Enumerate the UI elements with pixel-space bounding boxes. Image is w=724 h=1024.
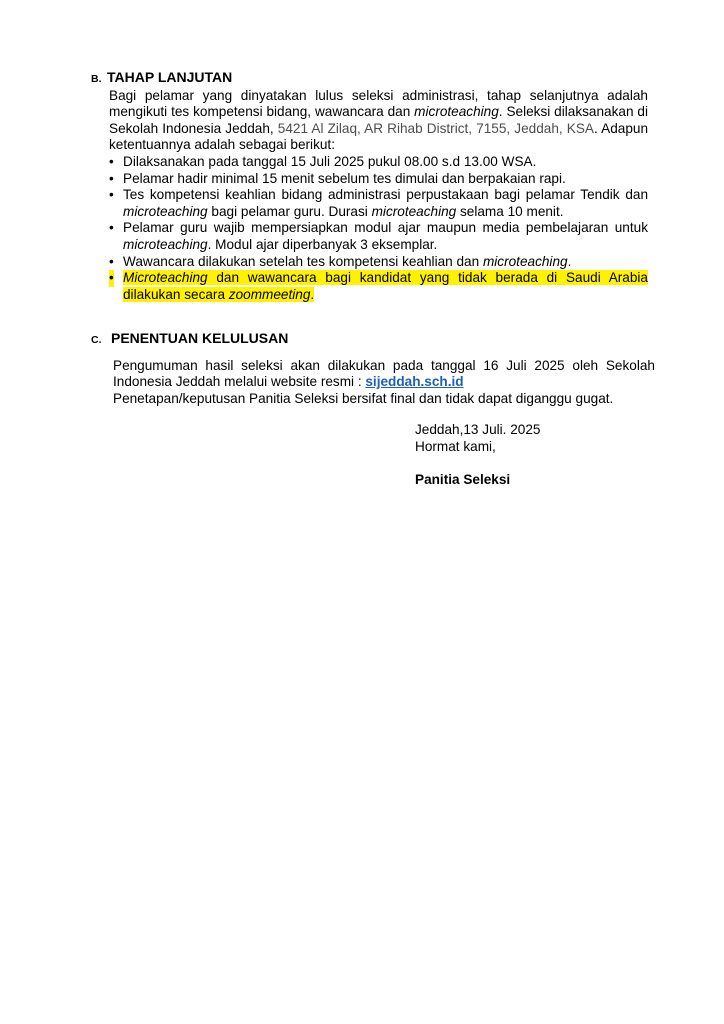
place-date: Jeddah,13 Juli. 2025: [415, 422, 541, 437]
section-c-letter: C.: [91, 334, 102, 346]
section-penentuan-kelulusan: [91, 330, 659, 407]
list-item: [109, 187, 648, 220]
list-item-text: Tes kompetensi keahlian bidang administrasi perpustakaan bagi pelamar Tendik dan: [123, 187, 648, 203]
decision-paragraph: Penetapan/keputusan Panitia Seleksi bersifat final dan tidak dapat diganggu gugat.: [113, 390, 614, 406]
section-c-heading: [91, 330, 659, 349]
list-item-italic: microteaching: [123, 203, 208, 219]
bullet-icon: •: [109, 220, 114, 236]
list-item-italic: microteaching: [371, 203, 457, 219]
list-item: [109, 171, 648, 188]
list-item-text: Dilaksanakan pada tanggal 15 Juli 2025 pukul 08.00 s.d 13.00 WSA.: [123, 153, 537, 169]
website-link[interactable]: sijeddah.sch.id: [365, 374, 464, 390]
list-item-italic: microteaching: [482, 253, 568, 269]
closing-text: Hormat kami,: [415, 438, 496, 454]
signer-name: Panitia Seleksi: [415, 472, 511, 488]
list-item: [109, 154, 648, 171]
section-b-heading: [91, 69, 651, 88]
list-item-highlighted: [109, 270, 648, 303]
announcement-text: Pengumuman hasil seleksi akan dilakukan pada tanggal 16 Juli 2025 oleh Sekolah Indonesia Jeddah melalui website resmi :: [113, 357, 655, 390]
list-item-italic: Microteaching: [123, 270, 208, 286]
section-c-body: [113, 358, 655, 408]
list-item-text: bagi pelamar guru. Durasi: [207, 203, 372, 219]
list-item-text: Pelamar hadir minimal 15 menit sebelum tes dimulai dan berpakaian rapi.: [123, 170, 566, 186]
list-item-text: selama 10 menit.: [456, 203, 564, 219]
announcement-paragraph: [113, 358, 655, 391]
requirements-list: [109, 154, 648, 303]
section-b-body: [109, 88, 648, 304]
intro-text-2: . Seleksi dilaksanakan di Sekolah Indonesia Jeddah,: [109, 104, 648, 136]
list-item-text: .: [310, 286, 315, 302]
list-item-text: Pelamar guru wajib mempersiapkan modul ajar maupun media pembelajaran untuk: [123, 220, 648, 236]
section-tahap-lanjutan: [91, 69, 651, 303]
intro-text-3: . Adapun ketentuannya adalah sebagai berikut:: [109, 120, 648, 153]
list-item-text: dan wawancara bagi kandidat yang tidak berada di Saudi Arabia dilakukan secara: [123, 270, 648, 302]
list-item: [109, 254, 648, 271]
bullet-icon: •: [109, 270, 114, 286]
bullet-icon: •: [109, 170, 114, 186]
section-b-intro: [109, 88, 648, 154]
section-c-title: PENENTUAN KELULUSAN: [111, 330, 289, 346]
bullet-icon: •: [109, 253, 114, 269]
school-address: 5421 Al Zilaq, AR Rihab District, 7155, Jeddah, KSA: [277, 120, 594, 136]
bullet-icon: •: [109, 153, 114, 169]
list-item-text: .: [567, 253, 572, 269]
list-item-text: Wawancara dilakukan setelah tes kompetensi keahlian dan: [123, 253, 483, 269]
list-item-italic: microteaching: [123, 236, 208, 252]
intro-text-1: Bagi pelamar yang dinyatakan lulus seleksi administrasi, tahap selanjutnya adalah mengikuti tes kompetensi bidang, wawancara dan: [109, 87, 648, 120]
list-item: [109, 220, 648, 253]
intro-microteaching: microteaching: [414, 104, 499, 120]
list-item-text: . Modul ajar diperbanyak 3 eksemplar.: [207, 236, 438, 252]
section-b-letter: B.: [91, 73, 102, 85]
signature-block: [415, 422, 665, 489]
list-item-italic: zoommeeting: [228, 286, 311, 302]
section-b-title: TAHAP LANJUTAN: [107, 69, 233, 85]
bullet-icon: •: [109, 187, 114, 203]
